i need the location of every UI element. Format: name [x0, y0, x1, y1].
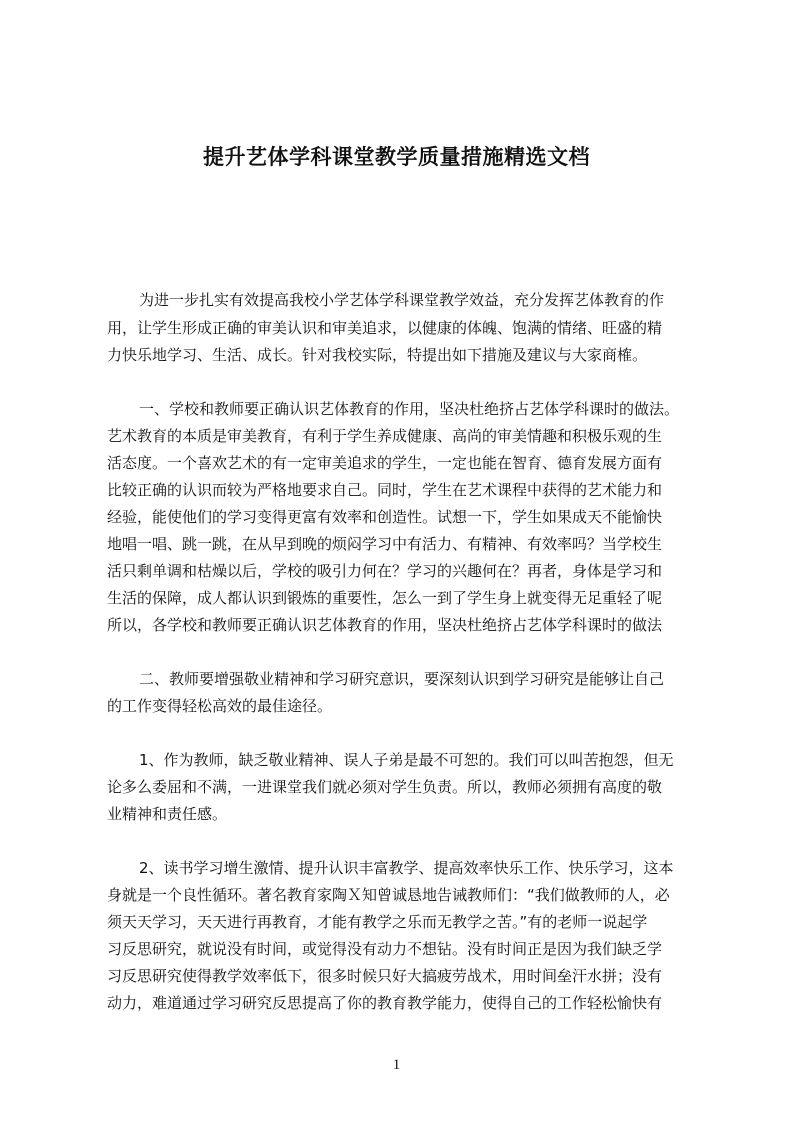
- text-line: 习反思研究使得教学效率低下，很多时候只好大搞疲劳战术，用时间垒汗水拼；没有: [107, 967, 663, 985]
- text-line: 2、读书学习增生激情、提升认识丰富教学、提高效率快乐工作、快乐学习，这本: [139, 859, 674, 877]
- text-line: 艺术教育的本质是审美教育，有利于学生养成健康、高尚的审美情趣和积极乐观的生: [107, 427, 663, 445]
- text-line: 动力，难道通过学习研究反思提高了你的教育教学能力，使得自己的工作轻松愉快有: [107, 994, 663, 1012]
- text-line: 所以，各学校和教师要正确认识艺体教育的作用，坚决杜绝挤占艺体学科课时的做法: [107, 616, 663, 634]
- text-line: 身就是一个良性循环。著名教育家陶Ｘ知曾诚恳地告诫教师们：“我们做教师的人，必: [107, 886, 670, 904]
- text-line: 为进一步扎实有效提高我校小学艺体学科课堂教学效益，充分发挥艺体教育的作: [139, 291, 665, 309]
- text-line: 的工作变得轻松高效的最佳途径。: [107, 697, 333, 715]
- text-line: 业精神和责任感。: [107, 805, 228, 823]
- document-title: 提升艺体学科课堂教学质量措施精选文档: [203, 145, 590, 169]
- text-line: 1、作为教师，缺乏敬业精神、误人子弟是最不可恕的。我们可以叫苦抱怨，但无: [139, 751, 674, 769]
- text-line: 二、教师要增强敬业精神和学习研究意识，要深刻认识到学习研究是能够让自己: [139, 670, 665, 688]
- text-line: 习反思研究，就说没有时间，或觉得没有动力不想钻。没有时间正是因为我们缺乏学: [107, 940, 663, 958]
- text-line: 论多么委屈和不满，一进课堂我们就必须对学生负责。所以，教师必须拥有高度的敬: [107, 778, 663, 796]
- text-line: 须天天学习，天天进行再教育，才能有教学之乐而无教学之苦。”有的老师一说起学: [107, 913, 648, 931]
- text-line: 力快乐地学习、生活、成长。针对我校实际，特提出如下措施及建议与大家商榷。: [107, 346, 648, 364]
- text-line: 活态度。一个喜欢艺术的有一定审美追求的学生，一定也能在智育、德育发展方面有: [107, 454, 663, 472]
- text-line: 活只剩单调和枯燥以后，学校的吸引力何在？学习的兴趣何在？再者，身体是学习和: [107, 562, 663, 580]
- text-line: 比较正确的认识而较为严格地要求自己。同时，学生在艺术课程中获得的艺术能力和: [107, 481, 663, 499]
- text-line: 一、学校和教师要正确认识艺体教育的作用，坚决杜绝挤占艺体学科课时的做法。: [139, 400, 680, 418]
- text-line: 用，让学生形成正确的审美认识和审美追求，以健康的体魄、饱满的情绪、旺盛的精: [107, 319, 663, 337]
- text-line: 生活的保障，成人都认识到锻炼的重要性，怎么一到了学生身上就变得无足重轻了呢: [107, 589, 663, 607]
- page-number: 1: [392, 1057, 401, 1073]
- text-line: 地唱一唱、跳一跳，在从早到晚的烦闷学习中有活力、有精神、有效率吗？当学校生: [107, 535, 663, 553]
- text-line: 经验，能使他们的学习变得更富有效率和创造性。试想一下，学生如果成天不能愉快: [107, 508, 663, 526]
